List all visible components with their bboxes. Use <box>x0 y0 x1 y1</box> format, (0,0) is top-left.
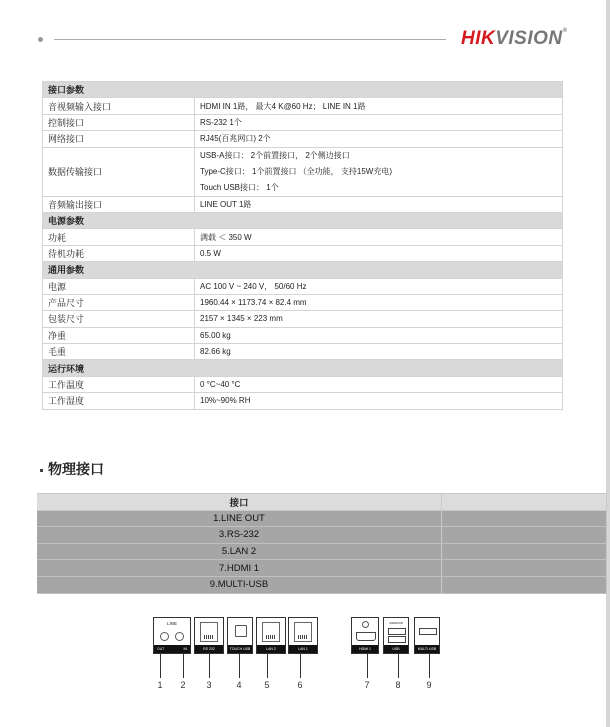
callout-number: 8 <box>395 680 401 690</box>
spec-key: 毛重 <box>43 344 195 360</box>
in-label: IN <box>183 647 187 651</box>
spec-value: 满载 ＜ 350 W <box>195 229 563 245</box>
android-label: ANDROID <box>389 621 403 625</box>
port-cell <box>442 510 607 527</box>
leader-line <box>367 654 368 678</box>
spec-value: 2157 × 1345 × 223 mm <box>195 311 563 327</box>
leader-line <box>160 654 161 678</box>
section-title: 运行环境 <box>43 360 563 376</box>
table-row <box>43 327 563 343</box>
usb-b-socket-icon <box>235 625 247 637</box>
rj45-socket-icon <box>294 622 312 642</box>
rj45-socket-icon <box>200 622 218 642</box>
leader-line <box>183 654 184 678</box>
spec-key: 产品尺寸 <box>43 294 195 310</box>
table-row <box>43 294 563 310</box>
bullet-icon <box>40 469 43 472</box>
logo-gray-text: VISION <box>495 28 563 49</box>
port-label: RS 232 <box>195 645 223 653</box>
spec-value: 1960.44 × 1173.74 × 82.4 mm <box>195 294 563 310</box>
section-title: 接口参数 <box>43 82 563 98</box>
table-row <box>43 131 563 147</box>
out-label: OUT <box>157 647 165 651</box>
callout-number: 2 <box>180 680 186 690</box>
section-header-row <box>43 360 563 376</box>
spec-value: 0 °C~40 °C <box>195 376 563 392</box>
spec-value-line: Type-C接口： 1个前置接口 （全功能， 支持15W充电) <box>200 166 393 176</box>
section-header-row <box>43 212 563 228</box>
table-row <box>43 344 563 360</box>
callout-number: 5 <box>264 680 270 690</box>
spec-value: 82.66 kg <box>195 344 563 360</box>
spec-value-line: USB-A接口： 2个前置接口， 2个侧边接口 <box>200 150 350 160</box>
port-cell <box>442 527 607 544</box>
table-row <box>43 376 563 392</box>
spec-key: 数据传输接口 <box>43 147 195 196</box>
port-label: MULTI USB <box>415 645 439 653</box>
spec-key: 网络接口 <box>43 131 195 147</box>
spec-key: 音频输出接口 <box>43 196 195 212</box>
table-row <box>37 543 607 560</box>
leader-line <box>209 654 210 678</box>
line-audio-port <box>153 617 191 654</box>
usb-a-socket-icon <box>388 628 406 635</box>
section-header-row <box>43 262 563 278</box>
screw-hole-icon <box>362 621 369 628</box>
spec-value: 65.00 kg <box>195 327 563 343</box>
spec-value: 10%~90% RH <box>195 393 563 409</box>
table-row <box>43 114 563 130</box>
table-row <box>43 98 563 114</box>
table-row <box>43 147 563 196</box>
spec-key: 电源 <box>43 278 195 294</box>
logo-registered-mark: ® <box>562 28 568 34</box>
rj45-socket-icon <box>262 622 280 642</box>
multi-usb-port <box>414 617 440 654</box>
audio-jack-icon <box>160 632 169 641</box>
spec-key: 音视频输入接口 <box>43 98 195 114</box>
section-title: 电源参数 <box>43 212 563 228</box>
lan1-port <box>288 617 318 654</box>
usb-a-socket-icon <box>388 636 406 643</box>
table-row <box>43 196 563 212</box>
table-row <box>37 527 607 544</box>
column-header <box>442 494 607 511</box>
port-label: USB <box>384 645 408 653</box>
hikvision-logo <box>461 28 568 50</box>
physical-ports-title: 物理接口 <box>48 461 104 477</box>
spec-value-line: Touch USB接口： 1个 <box>200 182 279 192</box>
table-row <box>43 278 563 294</box>
touch-usb-port <box>227 617 253 654</box>
port-label: LAN 2 <box>257 645 285 653</box>
hdmi-socket-icon <box>356 632 376 641</box>
line-port-label <box>154 645 190 653</box>
page-edge <box>606 0 610 727</box>
table-row <box>43 311 563 327</box>
port-diagram <box>150 617 470 697</box>
port-cell <box>442 543 607 560</box>
callout-number: 1 <box>157 680 163 690</box>
ports-table <box>37 493 607 594</box>
line-label: LINE <box>166 621 177 626</box>
spec-key: 工作湿度 <box>43 393 195 409</box>
spec-table <box>42 81 563 410</box>
section-title: 通用参数 <box>43 262 563 278</box>
leader-line <box>398 654 399 678</box>
port-cell <box>442 576 607 593</box>
callout-number: 6 <box>297 680 303 690</box>
spec-key: 控制接口 <box>43 114 195 130</box>
spec-value-multi <box>195 147 563 196</box>
table-row <box>37 510 607 527</box>
table-row <box>37 560 607 577</box>
port-cell <box>442 560 607 577</box>
section-header-row <box>43 82 563 98</box>
table-row <box>43 245 563 261</box>
spec-key: 功耗 <box>43 229 195 245</box>
rs232-port <box>194 617 224 654</box>
header-dot <box>38 37 43 42</box>
spec-key: 待机功耗 <box>43 245 195 261</box>
ports-header-row <box>37 494 607 511</box>
callout-number: 9 <box>426 680 432 690</box>
port-label: HDMI 1 <box>352 645 378 653</box>
callout-number: 4 <box>236 680 242 690</box>
spec-value: HDMI IN 1路， 最大4 K@60 Hz； LINE IN 1路 <box>195 98 563 114</box>
port-cell: 3.RS-232 <box>37 527 442 544</box>
header-rule <box>54 39 446 40</box>
port-cell: 7.HDMI 1 <box>37 560 442 577</box>
usb-a-socket-icon <box>419 628 437 635</box>
spec-key: 工作温度 <box>43 376 195 392</box>
callout-number: 3 <box>206 680 212 690</box>
spec-value: AC 100 V ~ 240 V， 50/60 Hz <box>195 278 563 294</box>
leader-line <box>429 654 430 678</box>
audio-jack-icon <box>175 632 184 641</box>
port-label: LAN 1 <box>289 645 317 653</box>
port-cell: 5.LAN 2 <box>37 543 442 560</box>
leader-line <box>267 654 268 678</box>
leader-line <box>239 654 240 678</box>
lan2-port <box>256 617 286 654</box>
table-row <box>43 229 563 245</box>
port-cell: 1.LINE OUT <box>37 510 442 527</box>
logo-red-text: HIK <box>461 28 496 49</box>
spec-value: LINE OUT 1路 <box>195 196 563 212</box>
usb-port <box>383 617 409 654</box>
spec-value: RJ45(百兆网口) 2个 <box>195 131 563 147</box>
physical-ports-heading <box>40 459 104 479</box>
callout-number: 7 <box>364 680 370 690</box>
table-row <box>37 576 607 593</box>
leader-line <box>300 654 301 678</box>
spec-value: RS-232 1个 <box>195 114 563 130</box>
port-label: TOUCH USB <box>229 647 251 651</box>
spec-key: 净重 <box>43 327 195 343</box>
table-row <box>43 393 563 409</box>
column-header: 接口 <box>37 494 442 511</box>
spec-value: 0.5 W <box>195 245 563 261</box>
spec-key: 包装尺寸 <box>43 311 195 327</box>
port-cell: 9.MULTI-USB <box>37 576 442 593</box>
hdmi1-port <box>351 617 379 654</box>
